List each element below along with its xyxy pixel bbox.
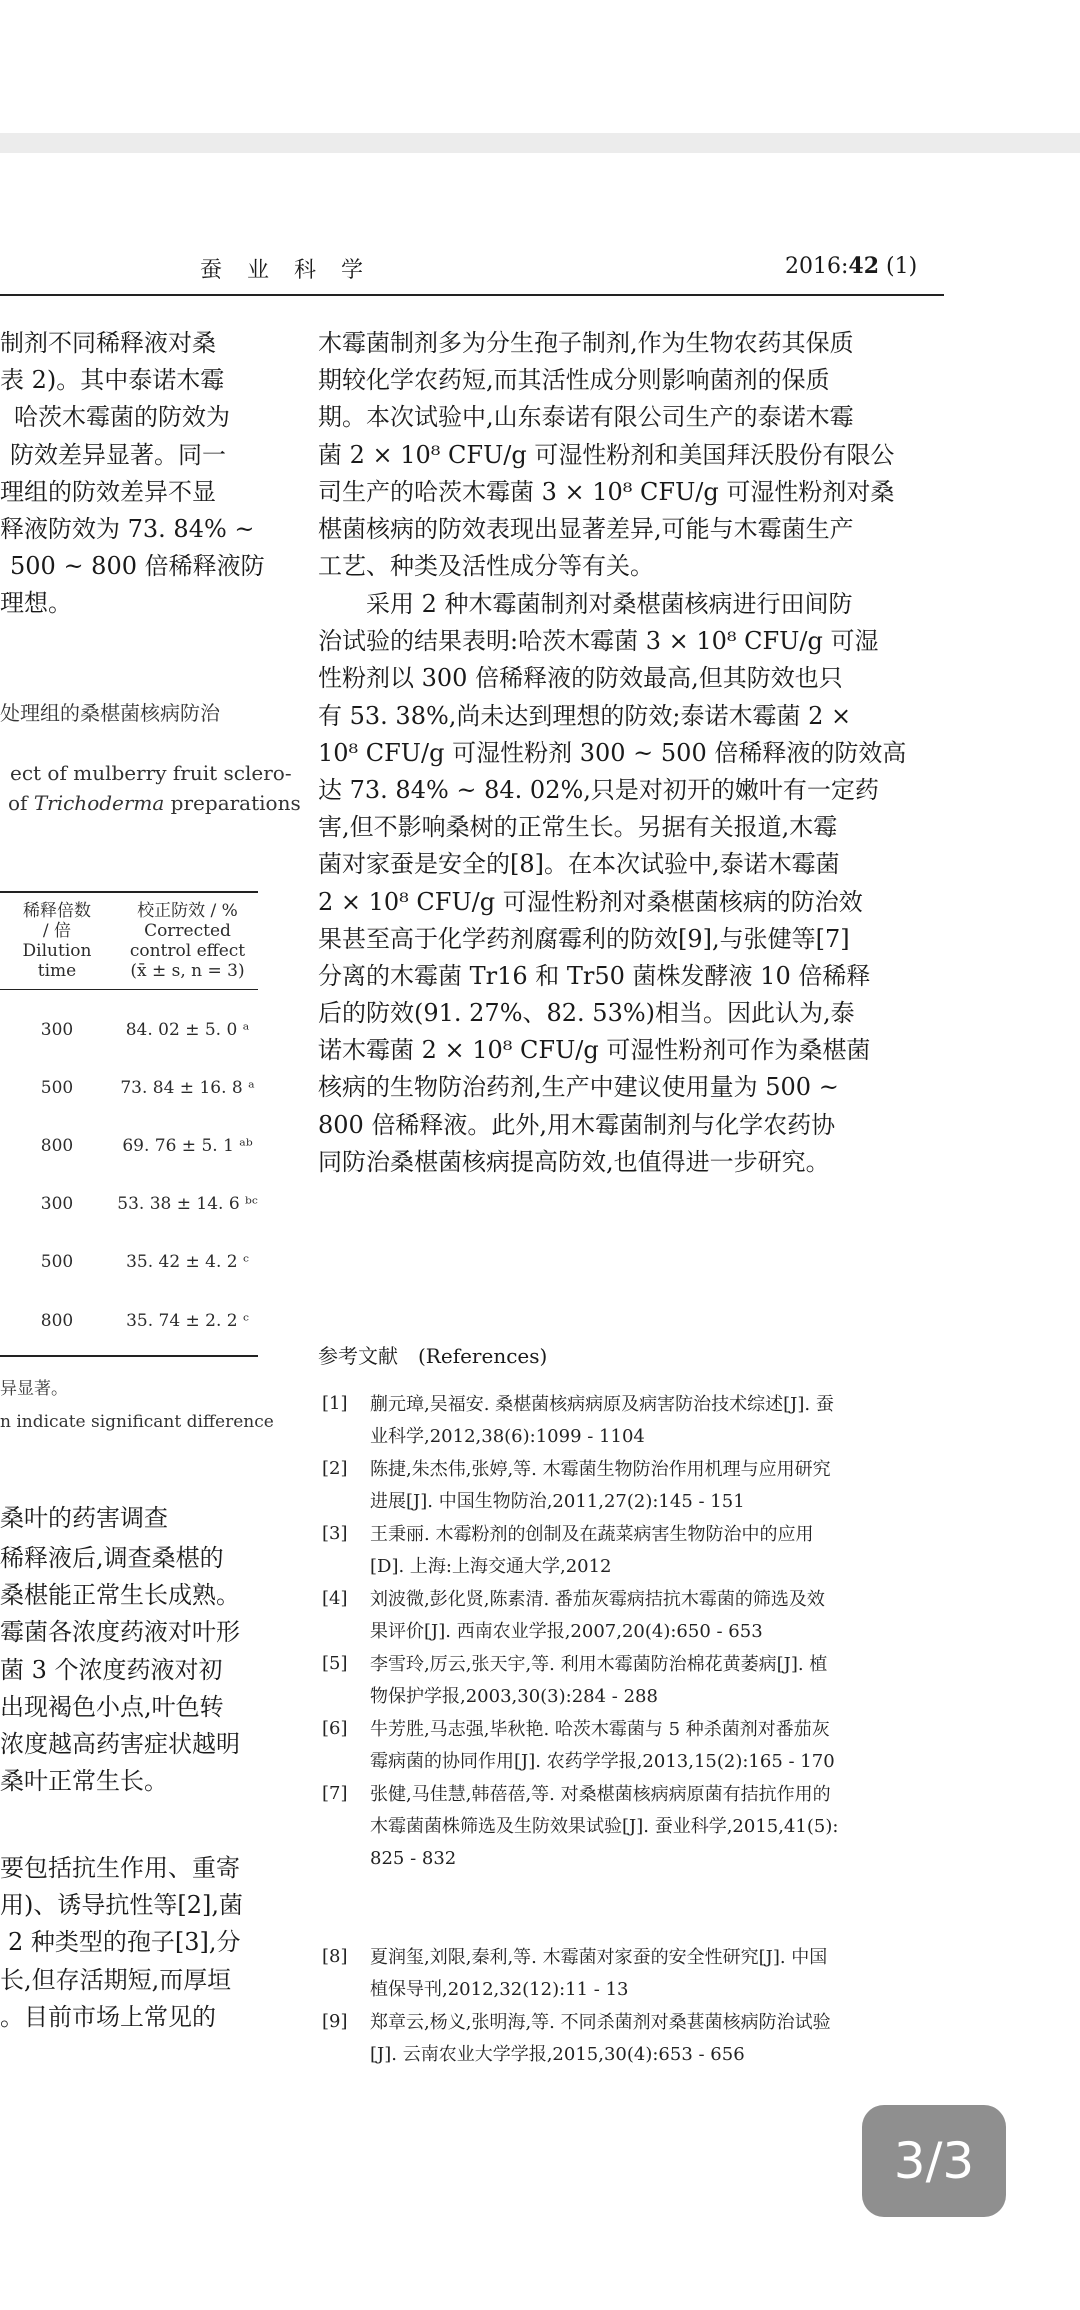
journal-name: 蚕 业 科 学 xyxy=(200,258,372,283)
text-line: 桑椹能正常生长成熟。 xyxy=(0,1581,240,1610)
text-line: 2 × 10⁸ CFU/g 可湿性粉剂对桑椹菌核病的防治效 xyxy=(318,887,863,916)
text-line: 哈茨木霉菌的防效为 xyxy=(14,403,230,432)
issue-number: (1) xyxy=(886,254,918,279)
cell-effect: 84. 02 ± 5. 0 ᵃ xyxy=(125,1020,250,1040)
issue-volume: 42 xyxy=(848,253,880,279)
text-line: 后的防效(91. 27%、82. 53%)相当。因此认为,泰 xyxy=(318,999,855,1028)
table-note-1: 异显著。 xyxy=(0,1379,68,1399)
cell-dilution: 800 xyxy=(40,1311,74,1331)
cell-dilution: 800 xyxy=(40,1136,74,1156)
reference-text: 张健,马佳慧,韩蓓蓓,等. 对桑椹菌核病病原菌有拮抗作用的 木霉菌菌株筛选及生防效果试验[J]. 蚕业科学,2015,41(5): 825 - 832 xyxy=(370,1784,839,1869)
text-line: 制剂不同稀释液对桑 xyxy=(0,329,216,357)
text-line: 采用 2 种木霉菌制剂对桑椹菌核病进行田间防 xyxy=(318,590,853,618)
text-line: 果甚至高于化学药剂腐霉利的防效[9],与张健等[7] xyxy=(318,924,850,953)
right-para-1 xyxy=(318,325,894,585)
header-rule xyxy=(0,294,944,296)
right-para-2 xyxy=(318,586,906,1181)
text-line: 800 倍稀释液。此外,用木霉菌制剂与化学农药协 xyxy=(318,1110,836,1139)
reference-number: [8] xyxy=(322,1946,348,1967)
text-line: 菌对家蚕是安全的[8]。在本次试验中,泰诺木霉菌 xyxy=(318,850,840,879)
text-line: 同防治桑椹菌核病提高防效,也值得进一步研究。 xyxy=(318,1147,830,1176)
table-caption xyxy=(0,698,301,818)
table-bottom-rule xyxy=(0,1355,258,1357)
text-line: 木霉菌制剂多为分生孢子制剂,作为生物农药其保质 xyxy=(318,329,854,357)
left-section-heading: 桑叶的药害调查 xyxy=(0,1504,168,1532)
cell-dilution: 300 xyxy=(40,1020,74,1040)
cell-dilution: 300 xyxy=(40,1194,74,1214)
reference-text: 李雪玲,厉云,张天宇,等. 利用木霉菌防治棉花黄萎病[J]. 植 物保护学报,2003,30(3):284 - 288 xyxy=(370,1654,828,1707)
reference-text: 王秉丽. 木霉粉剂的创制及在蔬菜病害生物防治中的应用 [D]. 上海:上海交通大学,2012 xyxy=(370,1524,814,1577)
reference-number: [2] xyxy=(322,1458,348,1479)
text-line: 桑叶正常生长。 xyxy=(0,1767,168,1796)
text-line: 害,但不影响桑树的正常生长。另据有关报道,木霉 xyxy=(318,813,838,842)
table-col-dilution-header: 稀释倍数 / 倍 Dilution time xyxy=(22,901,92,981)
caption-line xyxy=(0,728,301,758)
text-line: 分离的木霉菌 Tr16 和 Tr50 菌株发酵液 10 倍稀释 xyxy=(318,961,871,990)
text-line: 用)、诱导抗性等[2],菌 xyxy=(0,1891,243,1920)
text-line: 500 ~ 800 倍稀释液防 xyxy=(10,552,265,581)
caption-line: 处理组的桑椹菌核病防治 xyxy=(0,701,220,725)
reference-text: 蒯元璋,吴福安. 桑椹菌核病病原及病害防治技术综述[J]. 蚕 业科学,2012,38(6):1099 - 1104 xyxy=(370,1394,834,1447)
text-line: 表 2)。其中泰诺木霉 xyxy=(0,366,225,395)
cell-effect: 69. 76 ± 5. 1 ᵃᵇ xyxy=(122,1136,253,1156)
reference-number: [7] xyxy=(322,1783,348,1804)
references-heading: 参考文献 (References) xyxy=(318,1344,548,1368)
viewer-top-gap xyxy=(0,133,1080,153)
cell-dilution: 500 xyxy=(40,1252,74,1272)
issue-info: 2016:42 (1) xyxy=(785,253,918,279)
reference-number: [4] xyxy=(322,1588,348,1609)
reference-number: [1] xyxy=(322,1393,348,1414)
document-page[interactable] xyxy=(0,153,1080,2310)
reference-text: 刘波微,彭化贤,陈素清. 番茄灰霉病拮抗木霉菌的筛选及效 果评价[J]. 西南农业学报,2007,20(4):650 - 653 xyxy=(370,1589,825,1642)
left-para-2 xyxy=(0,1540,240,1800)
page-indicator: 3/3 xyxy=(862,2105,1006,2217)
text-line: 。目前市场上常见的 xyxy=(0,2002,216,2031)
text-line: 要包括抗生作用、重寄 xyxy=(0,1854,240,1882)
caption-line: ect of mulberry fruit sclero- xyxy=(10,761,292,785)
text-line: 期。本次试验中,山东泰诺有限公司生产的泰诺木霉 xyxy=(318,403,854,432)
reference-text: 牛芳胜,马志强,毕秋艳. 哈茨木霉菌与 5 种杀菌剂对番茄灰 霉病菌的协同作用[J]. 农药学学报,2013,15(2):165 - 170 xyxy=(370,1719,835,1772)
text-line: 工艺、种类及活性成分等有关。 xyxy=(318,552,654,581)
cell-effect: 35. 74 ± 2. 2 ᶜ xyxy=(126,1311,249,1331)
text-line: 诺木霉菌 2 × 10⁸ CFU/g 可湿性粉剂可作为桑椹菌 xyxy=(318,1036,871,1065)
text-line: 10⁸ CFU/g 可湿性粉剂 300 ~ 500 倍稀释液的防效高 xyxy=(318,738,907,767)
text-line: 稀释液后,调查桑椹的 xyxy=(0,1544,224,1572)
reference-text: 郑章云,杨义,张明海,等. 不同杀菌剂对桑葚菌核病防治试验 [J]. 云南农业大学学报,2015,30(4):653 - 656 xyxy=(370,2012,831,2065)
text-line: 治试验的结果表明:哈茨木霉菌 3 × 10⁸ CFU/g 可湿 xyxy=(318,627,879,656)
reference-number: [9] xyxy=(322,2011,348,2032)
text-line: 达 73. 84% ~ 84. 02%,只是对初开的嫩叶有一定药 xyxy=(318,775,879,804)
text-line: 司生产的哈茨木霉菌 3 × 10⁸ CFU/g 可湿性粉剂对桑 xyxy=(318,477,895,506)
table-col-effect-header: 校正防效 / % Corrected control effect (x̄ ± s, n = 3) xyxy=(129,901,246,981)
text-line: 出现褐色小点,叶色转 xyxy=(0,1692,224,1721)
caption-line-text: of Trichoderma preparations xyxy=(8,791,301,815)
text-line: 菌 2 × 10⁸ CFU/g 可湿性粉剂和美国拜沃股份有限公 xyxy=(318,440,895,469)
text-line: 理组的防效差异不显 xyxy=(0,477,216,506)
caption-line xyxy=(0,788,301,818)
left-para-1 xyxy=(0,325,265,623)
text-line: 释液防效为 73. 84% ~ xyxy=(0,514,255,543)
cell-effect: 53. 38 ± 14. 6 ᵇᶜ xyxy=(117,1194,258,1214)
text-line: 浓度越高药害症状越明 xyxy=(0,1729,240,1758)
table-top-rule xyxy=(0,891,258,893)
cell-dilution: 500 xyxy=(40,1078,74,1098)
reference-text: 陈捷,朱杰伟,张婷,等. 木霉菌生物防治作用机理与应用研究 进展[J]. 中国生物防治,2011,27(2):145 - 151 xyxy=(370,1459,831,1512)
reference-number: [3] xyxy=(322,1523,348,1544)
text-line: 防效差异显著。同一 xyxy=(10,440,226,469)
text-line: 长,但存活期短,而厚垣 xyxy=(0,1965,232,1994)
cell-effect: 35. 42 ± 4. 2 ᶜ xyxy=(126,1252,249,1272)
text-line: 性粉剂以 300 倍稀释液的防效最高,但其防效也只 xyxy=(318,664,843,693)
text-line: 期较化学农药短,而其活性成分则影响菌剂的保质 xyxy=(318,366,830,395)
issue-year: 2016 xyxy=(785,254,841,279)
table-header-rule xyxy=(0,989,258,990)
reference-number: [6] xyxy=(322,1718,348,1739)
text-line: 菌 3 个浓度药液对初 xyxy=(0,1655,223,1684)
text-line: 理想。 xyxy=(0,589,72,618)
table-note-2: n indicate significant difference xyxy=(0,1412,274,1432)
left-para-3 xyxy=(0,1850,243,2036)
text-line: 椹菌核病的防效表现出显著差异,可能与木霉菌生产 xyxy=(318,514,854,543)
reference-text: 夏润玺,刘限,秦利,等. 木霉菌对家蚕的安全性研究[J]. 中国 植保导刊,2012,32(12):11 - 13 xyxy=(370,1947,828,2000)
text-line: 有 53. 38%,尚未达到理想的防效;泰诺木霉菌 2 × xyxy=(318,701,852,730)
text-line: 2 种类型的孢子[3],分 xyxy=(8,1928,241,1957)
cell-effect: 73. 84 ± 16. 8 ᵃ xyxy=(120,1078,255,1098)
reference-number: [5] xyxy=(322,1653,348,1674)
text-line: 霉菌各浓度药液对叶形 xyxy=(0,1618,240,1647)
text-line: 核病的生物防治药剂,生产中建议使用量为 500 ~ xyxy=(318,1073,839,1102)
genus-name: Trichoderma xyxy=(33,791,165,815)
